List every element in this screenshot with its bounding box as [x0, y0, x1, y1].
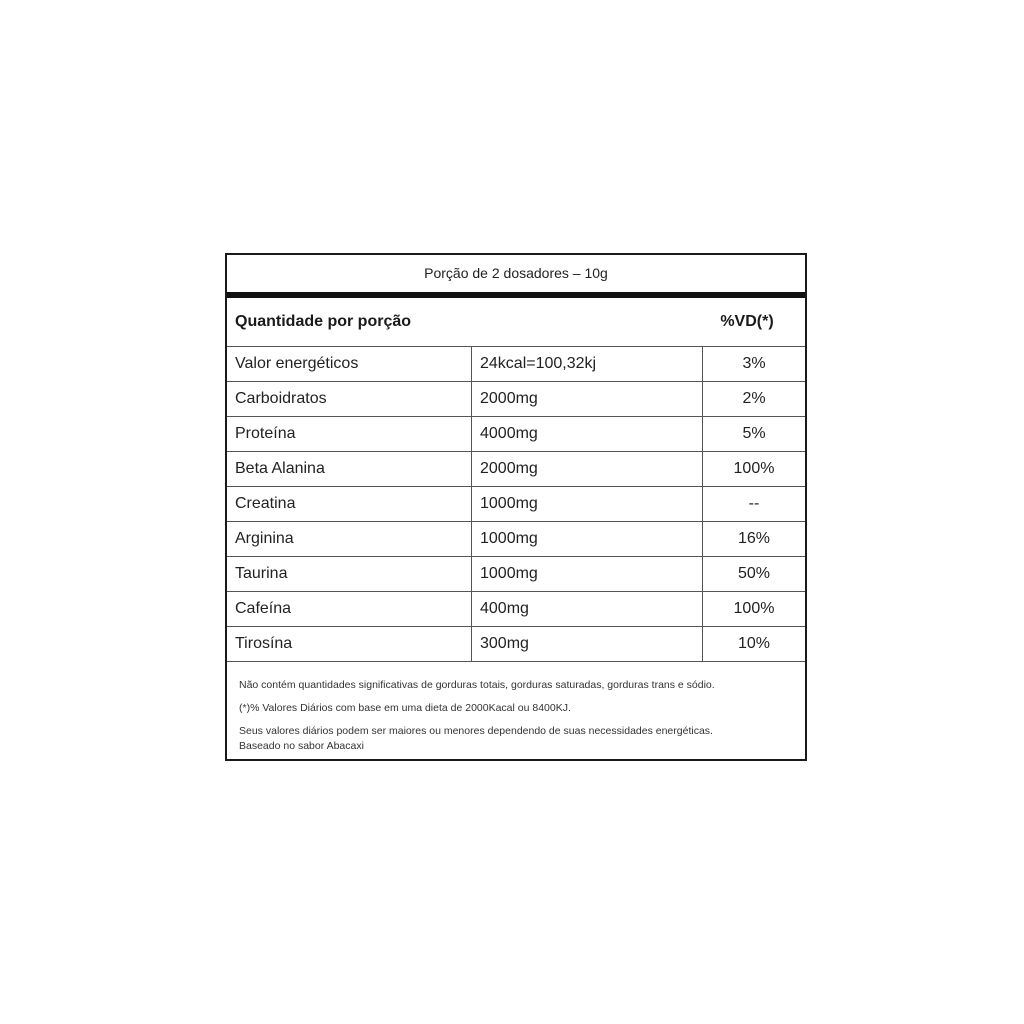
table-row [227, 487, 805, 522]
nutrient-name: Carboidratos [227, 382, 472, 417]
footnote-no-significant: Não contém quantidades significativas de gorduras totais, gorduras saturadas, gorduras trans e sódio. [239, 679, 715, 691]
nutrient-amount: 2000mg [472, 452, 703, 487]
table-row [227, 627, 805, 662]
table-row [227, 557, 805, 592]
footnote-energy-needs: Seus valores diários podem ser maiores ou menores dependendo de suas necessidades energéticas. [239, 725, 713, 737]
nutrient-name: Creatina [227, 487, 472, 522]
nutrient-amount: 4000mg [472, 417, 703, 452]
table-row [227, 592, 805, 627]
nutrient-daily-value: 3% [703, 347, 806, 382]
table-row [227, 417, 805, 452]
nutrient-amount: 24kcal=100,32kj [472, 347, 703, 382]
nutrient-name: Cafeína [227, 592, 472, 627]
nutrient-name: Arginina [227, 522, 472, 557]
nutrient-amount: 300mg [472, 627, 703, 662]
nutrient-daily-value: -- [703, 487, 806, 522]
table-row [227, 522, 805, 557]
nutrient-daily-value: 2% [703, 382, 806, 417]
nutrient-daily-value: 16% [703, 522, 806, 557]
nutrient-amount: 400mg [472, 592, 703, 627]
nutrient-name: Tirosína [227, 627, 472, 662]
nutrient-daily-value: 100% [703, 592, 806, 627]
nutrient-name: Beta Alanina [227, 452, 472, 487]
table-row [227, 452, 805, 487]
nutrient-daily-value: 100% [703, 452, 806, 487]
nutrient-daily-value: 5% [703, 417, 806, 452]
nutrient-amount: 1000mg [472, 487, 703, 522]
nutrient-name: Proteína [227, 417, 472, 452]
nutrition-table [227, 347, 805, 662]
nutrient-name: Taurina [227, 557, 472, 592]
footnote-daily-values: (*)% Valores Diários com base em uma dieta de 2000Kacal ou 8400KJ. [239, 702, 571, 714]
nutrient-daily-value: 50% [703, 557, 806, 592]
table-row [227, 382, 805, 417]
nutrition-facts-panel [225, 253, 807, 761]
footnotes [227, 662, 805, 754]
table-row [227, 347, 805, 382]
nutrient-amount: 1000mg [472, 557, 703, 592]
nutrient-amount: 1000mg [472, 522, 703, 557]
quantity-header-row [227, 298, 805, 347]
footnote-flavor: Baseado no sabor Abacaxi [239, 740, 364, 752]
serving-size: Porção de 2 dosadores – 10g [424, 265, 608, 281]
daily-value-header: %VD(*) [720, 313, 774, 330]
nutrient-amount: 2000mg [472, 382, 703, 417]
nutrient-daily-value: 10% [703, 627, 806, 662]
nutrient-name: Valor energéticos [227, 347, 472, 382]
quantity-per-serving-label: Quantidade por porção [235, 313, 412, 330]
